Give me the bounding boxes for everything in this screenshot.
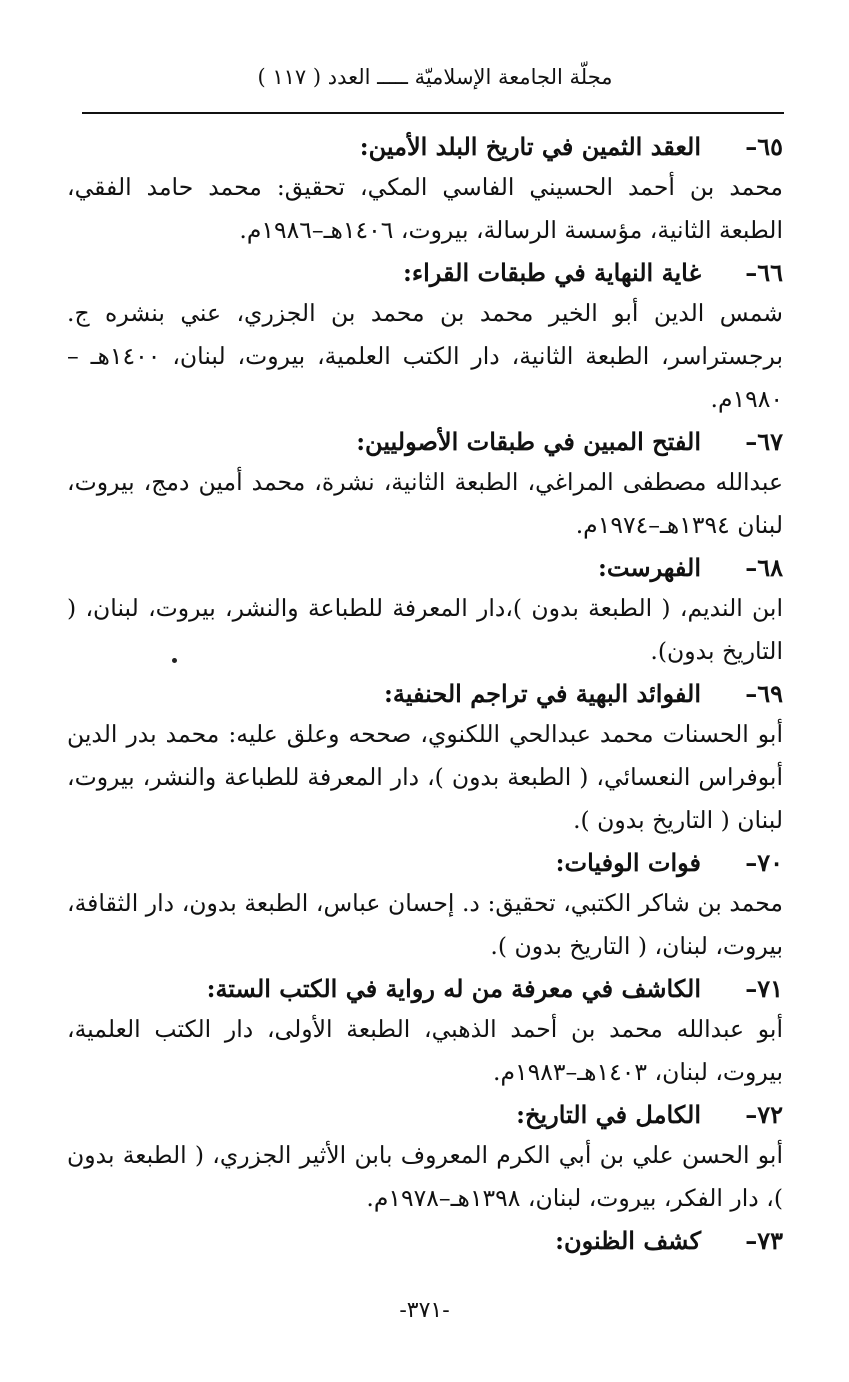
bibliography-entry: [67, 972, 783, 1094]
entry-heading: [67, 846, 783, 880]
entry-number: ٦٩–: [745, 679, 783, 708]
entry-heading: [67, 551, 783, 585]
bibliography-entry: [67, 256, 783, 421]
entry-number: ٧٣–: [745, 1226, 783, 1255]
entry-details: عبدالله مصطفى المراغي، الطبعة الثانية، نشرة، محمد أمين دمج، بيروت، لبنان ١٣٩٤هـ–١٩٧٤م.: [67, 468, 783, 539]
entry-details: أبو الحسنات محمد عبدالحي اللكنوي، صححه وعلق عليه: محمد بدر الدين أبوفراس النعسائي، ( الطبعة بدون )، دار المعرفة للطباعة والنشر، بيروت، لبنان ( التاريخ بدون ).: [67, 720, 783, 834]
entry-number: ٧٢–: [745, 1100, 783, 1129]
bibliography-entry: [67, 846, 783, 968]
running-header: مجلّة الجامعة الإسلاميّة ـــــ العدد ( ١١٧ ): [257, 65, 613, 89]
entry-heading: [67, 677, 783, 711]
entry-details: شمس الدين أبو الخير محمد بن محمد بن الجزري، عني بنشره ج. برجستراسر، الطبعة الثانية، دار الكتب العلمية، بيروت، لبنان، ١٤٠٠هـ –١٩٨٠م.: [67, 299, 783, 413]
page-number: -٣٧١-: [399, 1298, 450, 1323]
entry-details: أبو عبدالله محمد بن أحمد الذهبي، الطبعة الأولى، دار الكتب العلمية، بيروت، لبنان، ١٤٠٣هـ–١٩٨٣م.: [67, 1015, 783, 1086]
entry-number: ٦٦–: [745, 258, 783, 287]
bibliography-list: [67, 130, 783, 1258]
entry-title: الكامل في التاريخ:: [516, 1100, 701, 1129]
entry-details: محمد بن شاكر الكتبي، تحقيق: د. إحسان عباس، الطبعة بدون، دار الثقافة، بيروت، لبنان، ( التاريخ بدون ).: [67, 889, 783, 960]
bibliography-entry: [67, 551, 783, 673]
entry-number: ٦٨–: [745, 553, 783, 582]
bibliography-entry: [67, 130, 783, 252]
entry-heading: [67, 130, 783, 164]
entry-title: العقد الثمين في تاريخ البلد الأمين:: [359, 132, 701, 161]
entry-title: الفوائد البهية في تراجم الحنفية:: [384, 679, 701, 708]
entry-title: فوات الوفيات:: [555, 848, 701, 877]
entry-number: ٦٥–: [745, 132, 783, 161]
bibliography-entry: [67, 677, 783, 842]
entry-heading: [67, 972, 783, 1006]
entry-title: الفتح المبين في طبقات الأصوليين:: [356, 427, 701, 456]
entry-details: ابن النديم، ( الطبعة بدون )،دار المعرفة للطباعة والنشر، بيروت، لبنان، ( التاريخ بدون).: [67, 594, 783, 665]
entry-details: أبو الحسن علي بن أبي الكرم المعروف بابن الأثير الجزري، ( الطبعة بدون )، دار الفكر، بيروت، لبنان، ١٣٩٨هـ–١٩٧٨م.: [67, 1141, 783, 1212]
header-rule: [82, 112, 784, 114]
entry-title: الفهرست:: [598, 553, 701, 582]
bibliography-entry: [67, 1098, 783, 1220]
entry-number: ٧٠–: [745, 848, 783, 877]
entry-heading: [67, 256, 783, 290]
bibliography-entry: [67, 1224, 783, 1258]
entry-heading: [67, 1224, 783, 1258]
entry-heading: [67, 425, 783, 459]
entry-title: الكاشف في معرفة من له رواية في الكتب الستة:: [206, 974, 701, 1003]
entry-number: ٧١–: [745, 974, 783, 1003]
entry-title: غاية النهاية في طبقات القراء:: [402, 258, 701, 287]
entry-details: محمد بن أحمد الحسيني الفاسي المكي، تحقيق: محمد حامد الفقي، الطبعة الثانية، مؤسسة الرسالة، بيروت، ١٤٠٦هـ–١٩٨٦م.: [67, 173, 783, 244]
entry-number: ٦٧–: [745, 427, 783, 456]
entry-heading: [67, 1098, 783, 1132]
stray-mark: [172, 658, 177, 663]
entry-title: كشف الظنون:: [555, 1226, 701, 1255]
bibliography-entry: [67, 425, 783, 547]
